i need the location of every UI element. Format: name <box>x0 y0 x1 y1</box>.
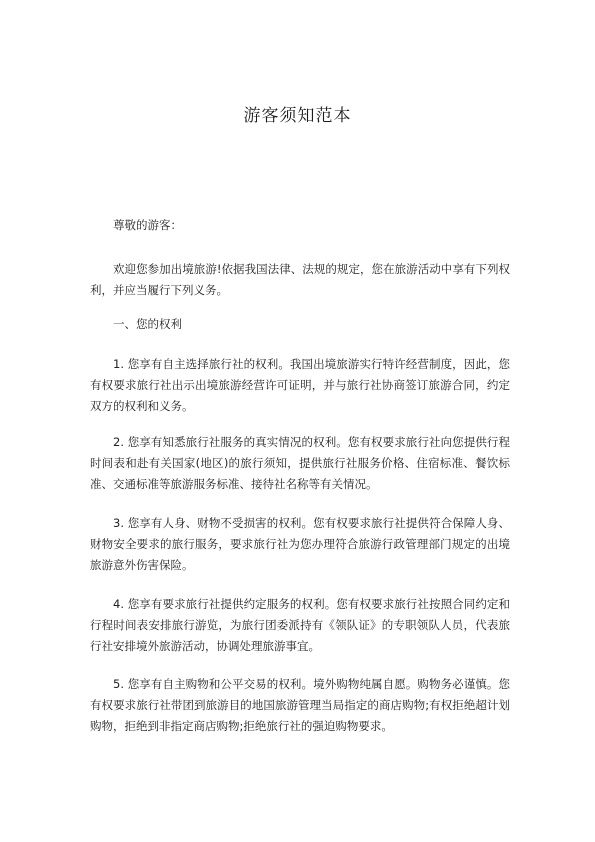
document-title: 游客须知范本 <box>243 106 352 126</box>
section-heading-rights: 一、您的权利 <box>113 317 182 331</box>
rights-item-5: 5. 您享有自主购物和公平交易的权利。境外购物纯属自愿。购物务必谨慎。您有权要求旅行社带团到旅游目的地国旅游管理当局指定的商店购物;有权拒绝超计划购物，拒绝到非指定商店购物;拒绝旅行社的强迫购物要求。 <box>90 677 510 733</box>
rights-item-1: 1. 您享有自主选择旅行社的权利。我国出境旅游实行特许经营制度，因此，您有权要求旅行社出示出境旅游经营许可证明，并与旅行社协商签订旅游合同，约定双方的权利和义务。 <box>90 357 510 413</box>
rights-item-3: 3. 您享有人身、财物不受损害的权利。您有权要求旅行社提供符合保障人身、财物安全要求的旅行服务，要求旅行社为您办理符合旅游行政管理部门规定的出境旅游意外伤害保险。 <box>90 516 510 572</box>
rights-item-4: 4. 您享有要求旅行社提供约定服务的权利。您有权要求旅行社按照合同约定和行程时间表安排旅行游览，为旅行团委派持有《领队证》的专职领队人员，代表旅行社安排境外旅游活动，协调处理旅游事宜。 <box>90 597 510 653</box>
intro-paragraph: 欢迎您参加出境旅游!依据我国法律、法规的规定，您在旅游活动中享有下列权利，并应当履行下列义务。 <box>90 262 510 297</box>
rights-item-2: 2. 您享有知悉旅行社服务的真实情况的权利。您有权要求旅行社向您提供行程时间表和赴有关国家(地区)的旅行须知，提供旅行社服务价格、住宿标准、餐饮标准、交通标准等旅游服务标准、接待社名称等有关情况。 <box>90 435 510 491</box>
greeting: 尊敬的游客： <box>113 218 182 232</box>
